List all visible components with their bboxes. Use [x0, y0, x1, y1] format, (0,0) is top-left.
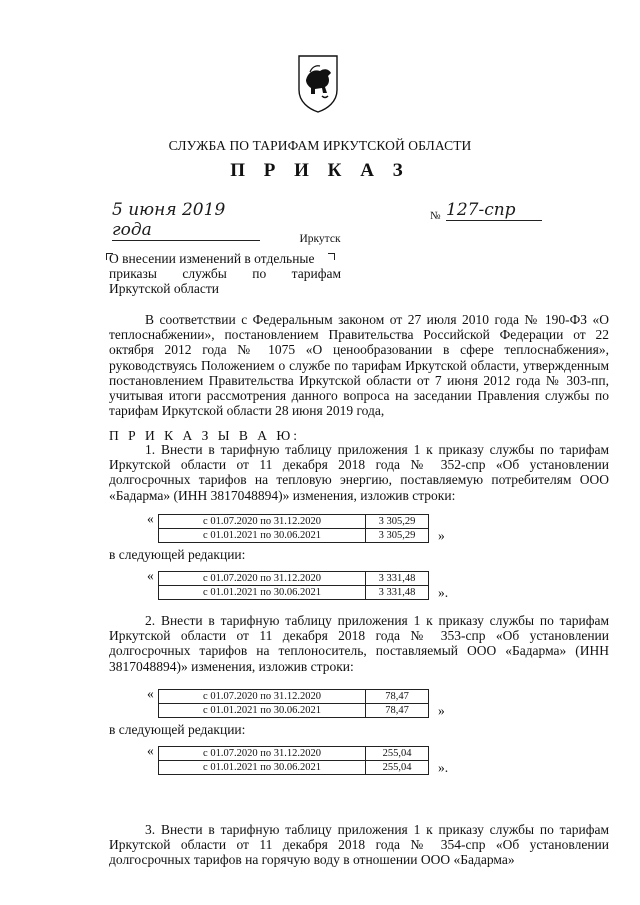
open-quote: «	[147, 686, 154, 701]
open-quote: «	[147, 511, 154, 526]
coat-of-arms-icon	[296, 52, 340, 114]
document-title: П Р И К А З	[230, 160, 410, 181]
period-cell: с 01.01.2021 по 30.06.2021	[159, 529, 366, 543]
number-label: №	[430, 210, 441, 222]
value-cell: 3 305,29	[366, 515, 429, 529]
period-cell: с 01.07.2020 по 31.12.2020	[159, 747, 366, 761]
city: Иркутск	[299, 233, 341, 245]
table-row	[159, 690, 429, 704]
new-edition-label: в следующей редакции:	[109, 722, 246, 737]
table-row	[159, 529, 429, 543]
tariff-table-2-new	[158, 746, 429, 775]
decree-heading: П Р И К А З Ы В А Ю:	[109, 428, 301, 443]
open-quote: «	[147, 568, 154, 583]
value-cell: 78,47	[366, 690, 429, 704]
value-cell: 78,47	[366, 704, 429, 718]
table-row	[159, 572, 429, 586]
handwritten-date: 5 июня 2019 года	[112, 200, 260, 241]
period-cell: с 01.07.2020 по 31.12.2020	[159, 515, 366, 529]
item-2-paragraph: 2. Внести в тарифную таблицу приложения 1 к приказу службы по тарифам Иркутской области от 11 декабря 2018 года № 353-спр «Об установлении долгосрочных тарифов на теплоноситель, поставляемый ООО «Бадарма» (ИНН 3817048894)» изменения, изложив строки:	[109, 613, 609, 674]
tariff-table-1-old	[158, 514, 429, 543]
value-cell: 3 305,29	[366, 529, 429, 543]
close-quote: ».	[438, 760, 449, 775]
table-row	[159, 761, 429, 775]
period-cell: с 01.07.2020 по 31.12.2020	[159, 690, 366, 704]
tariff-table-1-new	[158, 571, 429, 600]
tariff-table-2-old	[158, 689, 429, 718]
new-edition-label: в следующей редакции:	[109, 547, 246, 562]
subject-line-3: Иркутской области	[109, 281, 220, 296]
order-subject	[109, 251, 341, 296]
period-cell: с 01.01.2021 по 30.06.2021	[159, 761, 366, 775]
value-cell: 3 331,48	[366, 572, 429, 586]
close-quote: »	[438, 703, 445, 718]
period-cell: с 01.07.2020 по 31.12.2020	[159, 572, 366, 586]
table-row	[159, 704, 429, 718]
item-3-paragraph: 3. Внести в тарифную таблицу приложения 1 к приказу службы по тарифам Иркутской области от 11 декабря 2018 года № 354-спр «Об установлении долгосрочных тарифов на горячую воду в отношении ООО «Бадарма»	[109, 822, 609, 868]
table-row	[159, 747, 429, 761]
close-quote: ».	[438, 585, 449, 600]
table-row	[159, 586, 429, 600]
period-cell: с 01.01.2021 по 30.06.2021	[159, 704, 366, 718]
value-cell: 255,04	[366, 761, 429, 775]
handwritten-number: 127-спр	[446, 200, 542, 221]
item-1-paragraph: 1. Внести в тарифную таблицу приложения 1 к приказу службы по тарифам Иркутской области от 11 декабря 2018 года № 352-спр «Об установлении долгосрочных тарифов на тепловую энергию, поставляемую потребителям ООО «Бадарма» (ИНН 3817048894)» изменения, изложив строки:	[109, 442, 609, 503]
period-cell: с 01.01.2021 по 30.06.2021	[159, 586, 366, 600]
subject-line-2: приказы службы по тарифам	[109, 266, 341, 281]
subject-line-1: О внесении изменений в отдельные	[109, 251, 315, 266]
intro-paragraph: В соответствии с Федеральным законом от 27 июля 2010 года № 190-ФЗ «О теплоснабжении», постановлением Правительства Российской Федерации от 22 октября 2012 года № 1075 «О ценообразовании в сфере теплоснабжения», руководствуясь Положением о службе по тарифам Иркутской области, утвержденным постановлением Правительства Иркутской области от 7 июня 2012 года № 303-пп, учитывая итоги рассмотрения данного вопроса на заседании Правления службы по тарифам Иркутской области 28 июня 2019 года,	[109, 312, 609, 419]
value-cell: 255,04	[366, 747, 429, 761]
table-row	[159, 515, 429, 529]
value-cell: 3 331,48	[366, 586, 429, 600]
agency-name: СЛУЖБА ПО ТАРИФАМ ИРКУТСКОЙ ОБЛАСТИ	[168, 138, 472, 153]
close-quote: »	[438, 528, 445, 543]
open-quote: «	[147, 743, 154, 758]
